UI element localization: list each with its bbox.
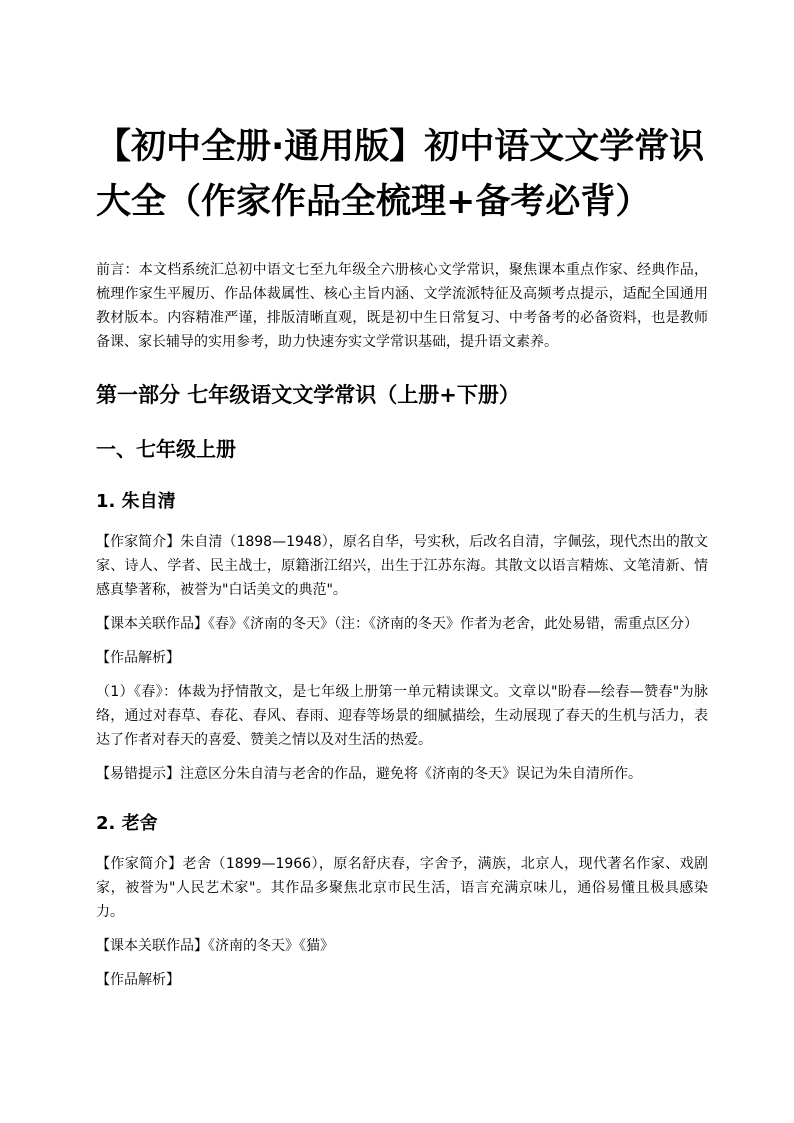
author-intro: 【作家简介】朱自清（1898—1948），原名自华，号实秋，后改名自清，字佩弦，现代杰出的散文家、诗人、学者、民主战士，原籍浙江绍兴，出生于江苏东海。其散文以语言精炼、文笔清新、情感真挚著称，被誉为"白话美文的典范"。 — [96, 534, 708, 598]
document-page — [96, 120, 708, 992]
work-analysis: （1）《春》：体裁为抒情散文，是七年级上册第一单元精读课文。文章以"盼春—绘春—赞春"为脉络，通过对春草、春花、春风、春雨、迎春等场景的细腻描绘，生动展现了春天的生机与活力，表达了作者对春天的喜爱、赞美之情以及对生活的热爱。 — [96, 684, 708, 748]
analysis-label: 【作品解析】 — [96, 650, 180, 666]
preface-paragraph: 前言：本文档系统汇总初中语文七至九年级全六册核心文学常识，聚焦课本重点作家、经典作品，梳理作家生平履历、作品体裁属性、核心主旨内涵、文学流派特征及高频考点提示，适配全国通用教材版本。内容精准严谨，排版清晰直观，既是初中生日常复习、中考备考的必备资料，也是教师备课、家长辅导的实用参考，助力快速夯实文学常识基础，提升语文素养。 — [96, 262, 708, 350]
section-heading: 一、七年级上册 — [96, 437, 236, 461]
document-title: 【初中全册·通用版】初中语文文学常识大全（作家作品全梳理+备考必背） — [96, 127, 705, 222]
related-works: 【课本关联作品】《济南的冬天》《猫》 — [96, 938, 334, 954]
error-tip: 【易错提示】注意区分朱自清与老舍的作品，避免将《济南的冬天》误记为朱自清所作。 — [96, 766, 642, 782]
author-heading-lao-she: 2. 老舍 — [96, 813, 158, 834]
part-heading: 第一部分 七年级语文文学常识（上册+下册） — [96, 383, 520, 407]
author-intro: 【作家简介】老舍（1899—1966），原名舒庆春，字舍予，满族，北京人，现代著名作家、戏剧家，被誉为"人民艺术家"。其作品多聚焦北京市民生活，语言充满京味儿，通俗易懂且极具感染力。 — [96, 856, 708, 920]
author-heading-zhu-ziqing: 1. 朱自清 — [96, 491, 176, 512]
related-works: 【课本关联作品】《春》《济南的冬天》（注：《济南的冬天》作者为老舍，此处易错，需重点区分） — [96, 616, 698, 632]
analysis-label: 【作品解析】 — [96, 972, 180, 988]
